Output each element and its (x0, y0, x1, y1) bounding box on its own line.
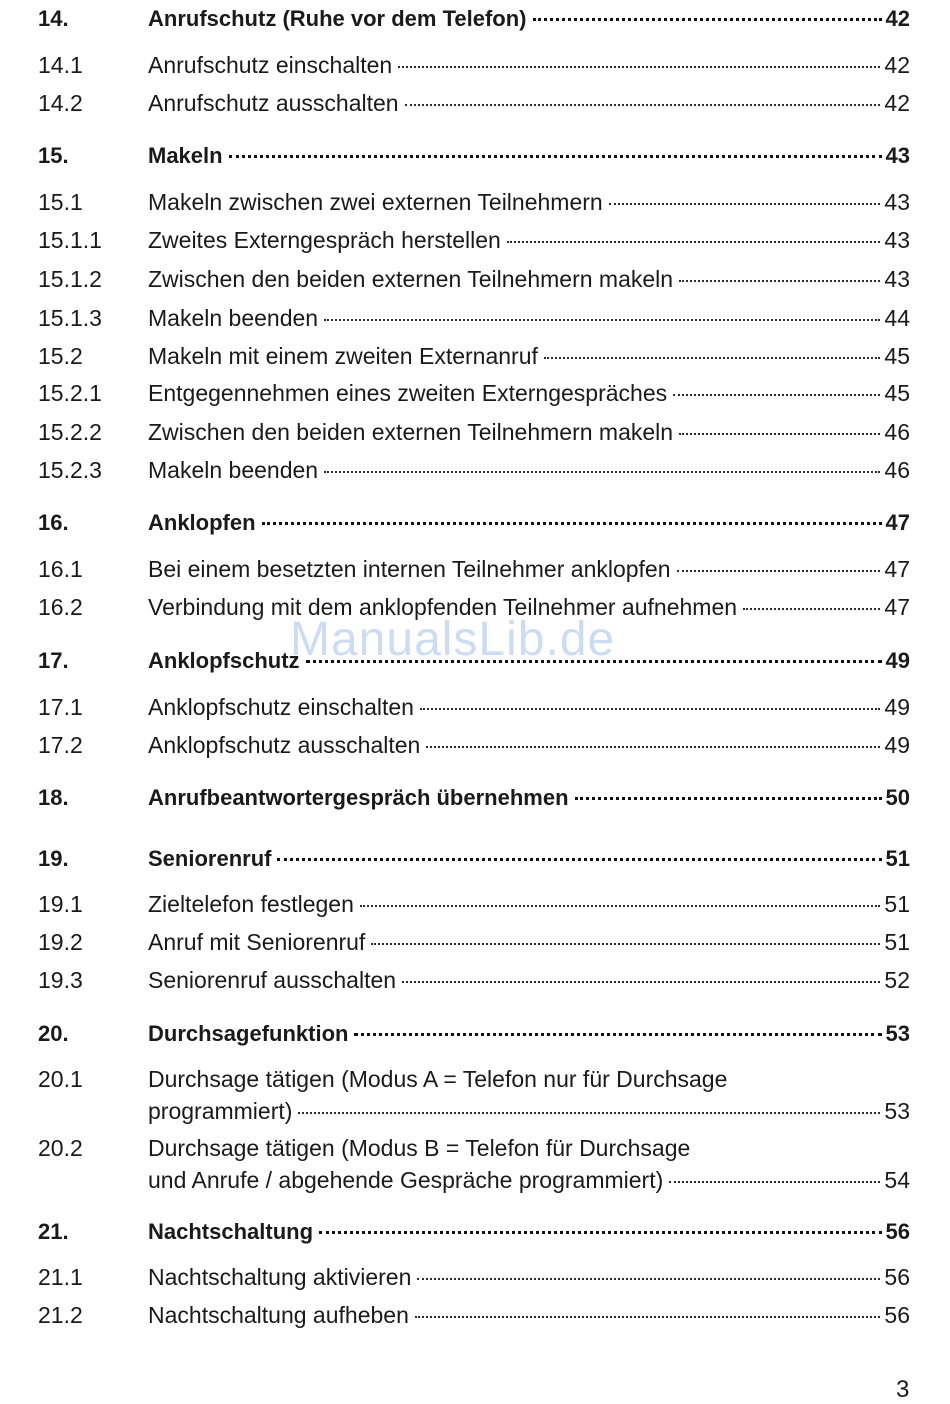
page-number: 3 (896, 1376, 910, 1403)
toc-number: 21.1 (38, 1264, 83, 1290)
leader-dots (415, 1316, 881, 1318)
toc-title: Nachtschaltung aufheben (148, 1302, 409, 1328)
toc-title: Anruf mit Seniorenruf (148, 929, 366, 955)
toc-number: 15.1.1 (38, 227, 102, 253)
toc-number: 14. (38, 6, 69, 31)
watermark: ManualsLib.de (290, 613, 616, 666)
leader-dots (507, 241, 881, 243)
toc-page: 49 (885, 648, 910, 673)
leader-dots (677, 570, 881, 572)
leader-dots (371, 943, 880, 945)
toc-chapter (38, 784, 910, 812)
leader-dots (609, 203, 881, 205)
toc-title: Anrufbeantwortergespräch übernehmen (148, 785, 569, 810)
toc-title: Seniorenruf ausschalten (148, 967, 397, 993)
toc-title: Makeln beenden (148, 305, 319, 331)
toc-entry (38, 928, 910, 956)
leader-dots (533, 18, 882, 21)
toc-title: Entgegennehmen eines zweiten Externgespräches (148, 380, 668, 406)
toc-number: 16. (38, 510, 69, 535)
toc-entry (38, 966, 910, 994)
toc-page: 43 (885, 143, 910, 168)
toc-entry (38, 51, 910, 79)
toc-chapter (38, 845, 910, 873)
toc-page: 45 (884, 343, 910, 369)
toc-entry (38, 304, 910, 332)
toc-page: 49 (884, 732, 910, 758)
toc-page: 42 (884, 52, 910, 78)
toc-number: 20.2 (38, 1135, 83, 1161)
toc-page: 45 (884, 380, 910, 406)
toc-number: 17.2 (38, 732, 83, 758)
toc-entry (38, 1301, 910, 1329)
toc-entry (38, 731, 910, 759)
toc-title: Nachtschaltung aktivieren (148, 1264, 412, 1290)
toc-number: 19.1 (38, 891, 83, 917)
toc-title: Makeln (148, 143, 223, 168)
toc-number: 16.2 (38, 594, 83, 620)
leader-dots (324, 319, 880, 321)
toc-page: 42 (885, 6, 910, 31)
toc-title-line1: Durchsage tätigen (Modus A = Telefon nur für Durchsage (148, 1066, 728, 1092)
toc-number: 21.2 (38, 1302, 83, 1328)
toc-page: 47 (884, 594, 910, 620)
toc-title: Makeln zwischen zwei externen Teilnehmern (148, 189, 603, 215)
toc-page: 43 (884, 227, 910, 253)
toc-page: 56 (884, 1264, 910, 1290)
toc-title: Anklopfen (148, 510, 256, 535)
leader-dots (669, 1181, 880, 1183)
toc-number: 16.1 (38, 556, 83, 582)
toc-number: 14.1 (38, 52, 83, 78)
toc-title: programmiert) (148, 1098, 293, 1124)
toc-page: 43 (884, 189, 910, 215)
toc-title: Anklopfschutz (148, 648, 300, 673)
toc-page: 54 (884, 1167, 910, 1193)
toc-page: 43 (884, 266, 910, 292)
toc-chapter (38, 5, 910, 33)
leader-dots (575, 797, 882, 800)
leader-dots (277, 858, 881, 861)
toc-entry (38, 555, 910, 583)
toc-page: 56 (885, 1219, 910, 1244)
toc-page: 53 (884, 1098, 910, 1124)
toc-entry (38, 890, 910, 918)
toc-page: 51 (884, 891, 910, 917)
toc-title: Anklopfschutz einschalten (148, 694, 414, 720)
toc-title: Anrufschutz einschalten (148, 52, 393, 78)
toc-entry (38, 265, 910, 293)
toc-number: 19.2 (38, 929, 83, 955)
leader-dots (743, 608, 880, 610)
toc-title: Durchsagefunktion (148, 1021, 349, 1046)
leader-dots (426, 746, 880, 748)
leader-dots (417, 1278, 880, 1280)
leader-dots (324, 471, 880, 473)
toc-entry (38, 226, 910, 254)
toc-title: Anklopfschutz ausschalten (148, 732, 421, 758)
leader-dots (319, 1231, 881, 1234)
leader-dots (420, 708, 880, 710)
toc-page: 44 (884, 305, 910, 331)
toc-title: Nachtschaltung (148, 1219, 314, 1244)
toc-number: 15. (38, 143, 69, 168)
toc-page: 52 (884, 967, 910, 993)
toc-number: 15.2.3 (38, 457, 102, 483)
leader-dots (679, 280, 880, 282)
toc-title: Zwischen den beiden externen Teilnehmern makeln (148, 419, 674, 445)
toc-number: 21. (38, 1219, 69, 1244)
toc-page: 51 (884, 929, 910, 955)
toc-entry (38, 456, 910, 484)
toc-title: Zweites Externgespräch herstellen (148, 227, 501, 253)
leader-dots (679, 433, 880, 435)
toc-number: 15.2 (38, 343, 83, 369)
toc-entry (38, 693, 910, 721)
toc-title: und Anrufe / abgehende Gespräche programmiert) (148, 1167, 664, 1193)
toc-entry (38, 1134, 910, 1194)
toc-number: 15.1 (38, 189, 83, 215)
toc-title-line1: Durchsage tätigen (Modus B = Telefon für Durchsage (148, 1135, 691, 1161)
toc-entry (38, 342, 910, 370)
toc-chapter (38, 142, 910, 170)
toc-title: Makeln mit einem zweiten Externanruf (148, 343, 538, 369)
toc-page: 46 (884, 457, 910, 483)
leader-dots (262, 522, 882, 525)
toc-number: 15.1.2 (38, 266, 102, 292)
toc-number: 20.1 (38, 1066, 83, 1092)
leader-dots (354, 1033, 881, 1036)
leader-dots (398, 66, 880, 68)
toc-title: Bei einem besetzten internen Teilnehmer anklopfen (148, 556, 671, 582)
toc-chapter (38, 1020, 910, 1048)
leader-dots (402, 981, 880, 983)
leader-dots (544, 357, 881, 359)
toc-page: 53 (885, 1021, 910, 1046)
toc-number: 15.2.1 (38, 380, 102, 406)
toc-entry (38, 89, 910, 117)
leader-dots (360, 905, 881, 907)
toc-title: Verbindung mit dem anklopfenden Teilnehmer aufnehmen (148, 594, 738, 620)
toc-page: 56 (884, 1302, 910, 1328)
toc-number: 15.2.2 (38, 419, 102, 445)
toc-number: 15.1.3 (38, 305, 102, 331)
toc-page: 50 (885, 785, 910, 810)
toc-page: 47 (884, 556, 910, 582)
toc-entry (38, 1263, 910, 1291)
toc-title: Seniorenruf (148, 846, 272, 871)
toc-number: 20. (38, 1021, 69, 1046)
toc-number: 17.1 (38, 694, 83, 720)
toc-entry (38, 418, 910, 446)
toc-page: 42 (884, 90, 910, 116)
toc-chapter (38, 1218, 910, 1246)
toc-page: 49 (884, 694, 910, 720)
toc-title: Zwischen den beiden externen Teilnehmern makeln (148, 266, 674, 292)
toc-number: 19. (38, 846, 69, 871)
toc-chapter (38, 509, 910, 537)
toc-entry (38, 188, 910, 216)
toc-number: 14.2 (38, 90, 83, 116)
toc-entry (38, 379, 910, 407)
toc-title: Anrufschutz (Ruhe vor dem Telefon) (148, 6, 527, 31)
toc-page: 47 (885, 510, 910, 535)
toc-title: Zieltelefon festlegen (148, 891, 354, 917)
toc-page: 46 (884, 419, 910, 445)
leader-dots (405, 104, 881, 106)
toc-number: 17. (38, 648, 69, 673)
toc-entry (38, 1065, 910, 1125)
leader-dots (298, 1112, 880, 1114)
toc-number: 19.3 (38, 967, 83, 993)
toc-title: Makeln beenden (148, 457, 319, 483)
toc-page: 51 (885, 846, 910, 871)
toc-number: 18. (38, 785, 69, 810)
leader-dots (673, 394, 880, 396)
toc-title: Anrufschutz ausschalten (148, 90, 399, 116)
leader-dots (229, 155, 882, 158)
